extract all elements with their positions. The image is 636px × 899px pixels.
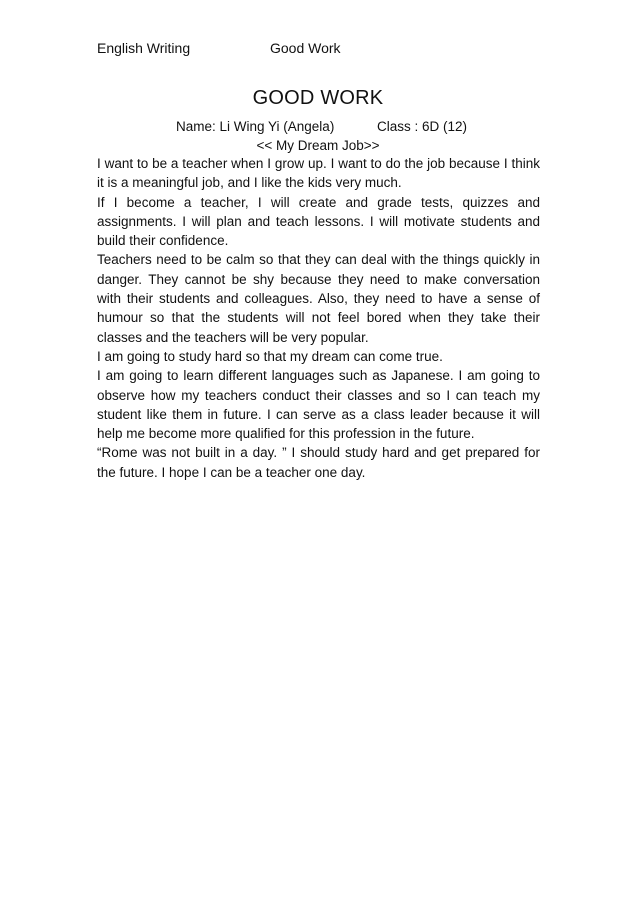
header-subject-label: English Writing bbox=[97, 40, 191, 56]
essay-paragraph-2: If I become a teacher, I will create and grade tests, quizzes and assignments. I will plan and teach lessons. I will motivate students and build their confidence. bbox=[97, 194, 540, 249]
document-title: GOOD WORK bbox=[252, 87, 384, 109]
essay-paragraph-3: Teachers need to be calm so that they can deal with the things quickly in danger. They cannot be shy because they need to make conversation with their students and colleagues. Also, they need to have a sense of humour so that the students will not feel bored when they take their classes and the teachers will be very popular. bbox=[97, 252, 540, 345]
page-header bbox=[97, 38, 557, 58]
essay-paragraph-1: I want to be a teacher when I grow up. I want to do the job because I think it is a meaningful job, and I like the kids very much. bbox=[97, 156, 540, 191]
essay-paragraph-6: “Rome was not built in a day. ” I should study hard and get prepared for the future. I hope I can be a teacher one day. bbox=[97, 445, 540, 480]
student-name: Name: Li Wing Yi (Angela) bbox=[176, 119, 335, 134]
student-info bbox=[176, 117, 496, 137]
student-class: Class : 6D (12) bbox=[377, 119, 468, 134]
essay-subtitle: << My Dream Job>> bbox=[256, 138, 380, 153]
essay-paragraph-4: I am going to study hard so that my dream can come true. bbox=[97, 348, 443, 364]
header-category-label: Good Work bbox=[270, 40, 341, 56]
essay-body bbox=[97, 154, 540, 482]
essay-paragraph-5: I am going to learn different languages such as Japanese. I am going to observe how my teachers conduct their classes and so I can teach my student like them in future. I can serve as a class leader because it will help me become more qualified for this profession in the future. bbox=[97, 368, 540, 442]
